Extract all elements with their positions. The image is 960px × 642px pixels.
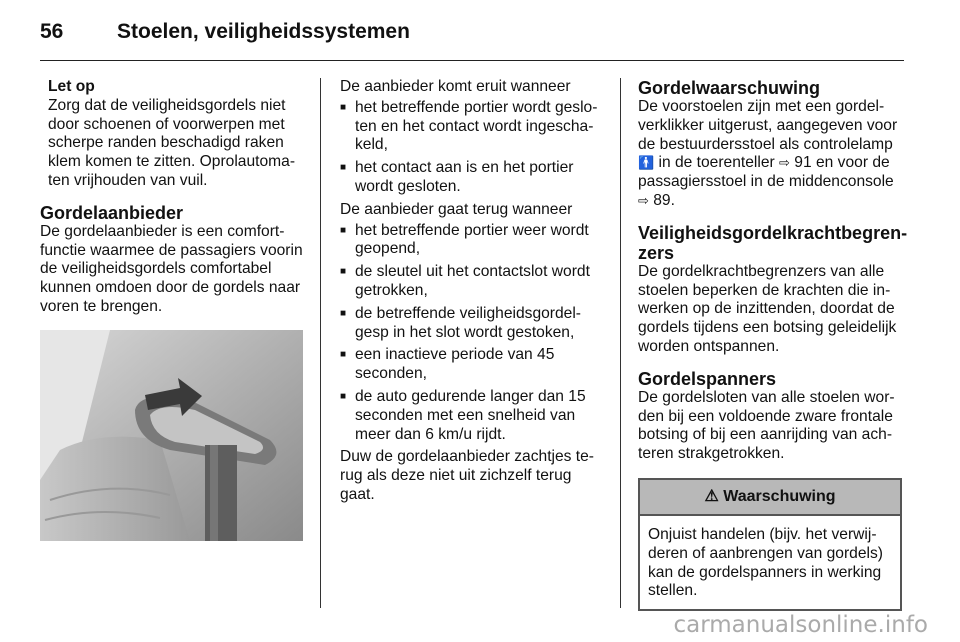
bullet-list-1: [340, 99, 605, 197]
page-ref-link[interactable]: 89.: [653, 191, 675, 209]
warning-text: Onjuist handelen (bijv. het verwijderen of aanbrengen van gordels) kan de gordelspanners in werking stellen.: [648, 525, 883, 600]
section-text-gordelaanbieder: De gordelaanbieder is een comfortfunctie waarmee de passagiers voorin de veiligheidsgordels comfortabel kunnen omdoen door de gordels naar voren te brengen.: [40, 222, 303, 315]
list-item: ■ het betreffende portier wordt gesloten en het contact wordt ingeschakeld,: [340, 99, 605, 155]
closing-text: Duw de gordelaanbieder zachtjes terug als deze niet uit zichzelf terug gaat.: [340, 448, 594, 503]
section-title-gordelwaarschuwing: Gordelwaarschuwing: [638, 78, 821, 98]
section-title-gordelspanners: Gordelspanners: [638, 368, 777, 389]
running-title: Stoelen, veiligheidssystemen: [117, 20, 410, 43]
list-item: ■ de sleutel uit het contactslot wordt getrokken,: [340, 263, 605, 301]
column-divider-2: [620, 78, 621, 608]
section-title-gordelaanbieder: Gordelaanbieder: [40, 202, 184, 223]
watermark: carmanualsonline.info: [673, 612, 928, 638]
page-number: 56: [40, 20, 64, 43]
bullet-list-2: [340, 222, 605, 445]
warning-box: [638, 478, 902, 611]
list-item: ■ het contact aan is en het portier wordt gesloten.: [340, 159, 605, 197]
list-item: ■ de auto gedurende langer dan 15 seconden met een snelheid van meer dan 6 km/u rijdt.: [340, 388, 605, 444]
page-ref-icon: ⇨: [779, 155, 790, 171]
warning-title: Waarschuwing: [723, 487, 836, 505]
column-middle: [340, 78, 605, 505]
column-divider-1: [320, 78, 321, 608]
page-ref-link[interactable]: 91: [794, 154, 812, 172]
section-text-gordelwaarschuwing: De voorstoelen zijn met een gordelverklikker uitgerust, aangegeven voor de bestuurdersstoel als controlelamp 🚹 in de toerenteller ⇨ 91 en voor de passagiersstoel in de middenconsole ⇨ 89.: [638, 98, 898, 209]
warning-triangle-icon: ⚠: [704, 487, 719, 505]
page-header: [40, 16, 904, 61]
note-title: Let op: [48, 78, 95, 95]
column-right: [638, 78, 908, 611]
intro-text-2: De aanbieder gaat terug wanneer: [340, 200, 573, 218]
page-ref-icon: ⇨: [638, 192, 649, 208]
column-left: [40, 78, 305, 541]
intro-text-1: De aanbieder komt eruit wanneer: [340, 78, 571, 95]
note-text: Zorg dat de veiligheidsgordels niet door schoenen of voorwerpen met scherpe randen beschadigd raken klem komen te zitten. Oprolautomaten vrijhouden van vuil.: [48, 96, 296, 189]
warning-header: [640, 480, 900, 516]
seatbelt-presenter-illustration: [40, 330, 303, 541]
list-item: ■ het betreffende portier weer wordt geopend,: [340, 222, 605, 260]
section-title-krachtbegrenzers: Veiligheidsgordelkrachtbegrenzers: [638, 222, 908, 263]
section-text-krachtbegrenzers: De gordelkrachtbegrenzers van alle stoelen beperken de krachten die inwerken op de inzittenden, doordat de gordels tijdens een botsing geleidelijk worden ontspannen.: [638, 262, 897, 355]
note-block: [40, 78, 305, 191]
section-text-gordelspanners: De gordelsloten van alle stoelen worden bij een voldoende zware frontale botsing of bij een aanrijding van achteren strakgetrokken.: [638, 388, 895, 463]
list-item: ■ een inactieve periode van 45 seconden,: [340, 346, 605, 384]
seatbelt-icon: 🚹: [638, 155, 655, 171]
list-item: ■ de betreffende veiligheidsgordelgesp in het slot wordt gestoken,: [340, 305, 605, 343]
seatbelt-presenter-photo: [40, 330, 303, 541]
